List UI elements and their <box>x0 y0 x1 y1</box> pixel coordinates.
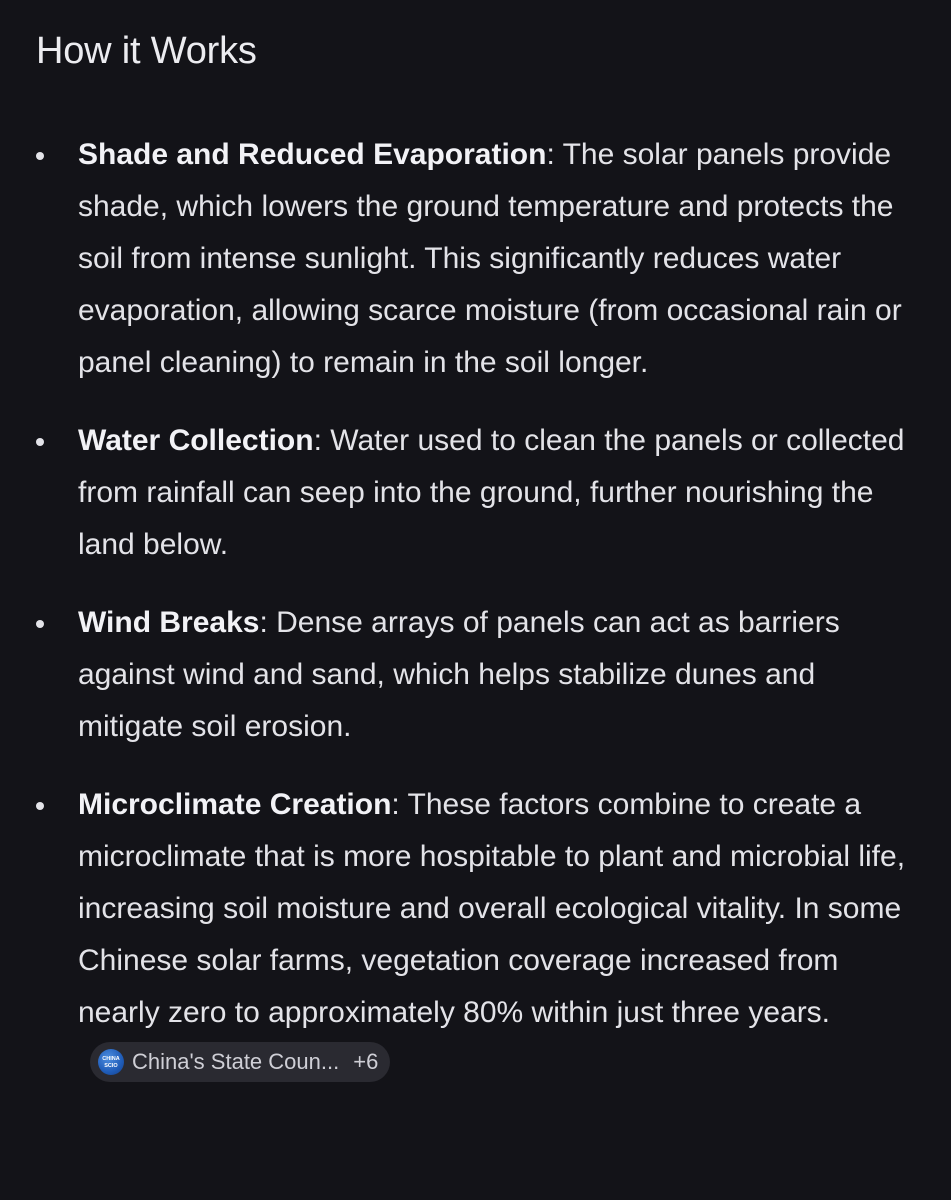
bullet-text: : The solar panels provide shade, which lowers the ground temperature and protects the soil from intense sunlight. This significantly reduces water evaporation, allowing scarce moisture (from occasional rain or panel cleaning) to remain in the soil longer. <box>78 138 902 379</box>
bullet-list <box>36 129 916 1091</box>
response-content <box>36 27 916 1117</box>
svg-text:CHINA: CHINA <box>102 1056 120 1063</box>
bullet-term: Wind Breaks <box>78 606 260 639</box>
list-item-shade <box>36 129 916 389</box>
list-item-water-collection <box>36 415 916 571</box>
more-sources-count: +6 <box>353 1049 379 1075</box>
svg-text:SCIO: SCIO <box>104 1063 118 1070</box>
source-name: China's State Coun... <box>132 1049 340 1075</box>
list-item-microclimate <box>36 779 916 1091</box>
section-heading: How it Works <box>36 30 257 72</box>
list-item-wind-breaks <box>36 597 916 753</box>
bullet-text: : Water used to clean the panels or collected from rainfall can seep into the ground, further nourishing the land below. <box>78 424 905 561</box>
bullet-term: Shade and Reduced Evaporation <box>78 138 547 171</box>
bullet-text: : Dense arrays of panels can act as barriers against wind and sand, which helps stabilize dunes and mitigate soil erosion. <box>78 606 840 743</box>
bullet-term: Microclimate Creation <box>78 788 392 821</box>
china-scio-logo-icon <box>98 1049 124 1075</box>
bullet-text: : These factors combine to create a microclimate that is more hospitable to plant and microbial life, increasing soil moisture and overall ecological vitality. In some Chinese solar farms, vegetation coverage increased from nearly zero to approximately 80% within just three years. <box>78 788 906 1029</box>
source-citation-chip[interactable] <box>90 1042 390 1082</box>
bullet-term: Water Collection <box>78 424 314 457</box>
